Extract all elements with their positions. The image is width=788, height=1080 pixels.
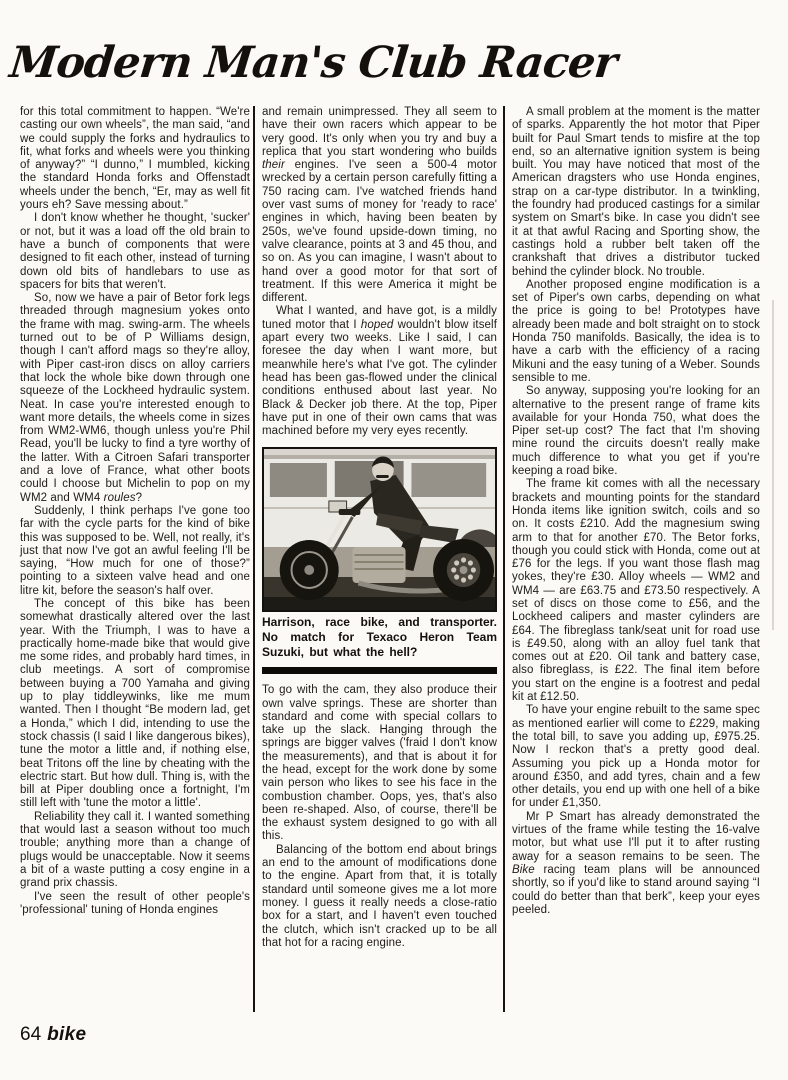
- paragraph: So anyway, supposing you're looking for an alternative to the present range of frame kits available for your Honda 750, what does the Piper set-up cost? The fact that I'm shoving mine round the circuits doesn't really make much difference to what you get if you're keeping a road bike.: [512, 385, 760, 478]
- section-rule: [262, 667, 497, 674]
- photo-figure: [262, 447, 497, 659]
- paragraph: The concept of this bike has been somewhat drastically altered over the last year. With the Triumph, I was to have a practically home-made bike that would give me some rides, and probably hard times, in club meetings. A sort of compromise between buying a 700 Yamaha and giving up to play tiddleywinks, like me mum wanted. Then I thought “Be modern lad, get a Honda,” which I did, intending to use the stock chassis (I said I like dangerous bikes), tune the motor a little and, if nothing else, beat Tritons off the line by cheating with the electric start. But how dull. Thing is, with the bill at Piper doubling once a fortnight, I'm still left with 'tune the motor a little'.: [20, 597, 250, 810]
- column-2-top-text: [262, 106, 497, 438]
- photo-caption: Harrison, race bike, and transporter. No match for Texaco Heron Team Suzuki, but what the hell?: [262, 615, 497, 659]
- paragraph: To go with the cam, they also produce their own valve springs. These are shorter than standard and come with special collars to take up the slack. Hanging through the springs are bigger valves ('fraid I don't know the measurements), and that is about it for the head, except for the work done by some vain person who likes to see his face in the combustion chamber. Oops, yes, that's also been re-shaped. Also, of course, there'll be the exhaust system designed to go with all this.: [262, 684, 497, 843]
- magazine-name: bike: [47, 1024, 87, 1045]
- scan-artifact-line: [772, 300, 774, 630]
- column-1-text: [20, 106, 250, 917]
- paragraph: Reliability they call it. I wanted something that would last a season without too much trouble; anything more than a change of plugs would be unacceptable. Now it seems a bit of a waste putting a cosy engine in a grand prix chassis.: [20, 810, 250, 890]
- column-divider-rule: [253, 106, 255, 1012]
- column-3-text: [512, 106, 760, 917]
- paragraph: Another proposed engine modification is a set of Piper's own carbs, depending on what the price is going to be! Prototypes have already been made and bolt straight on to stock Honda 750 manifolds. Basically, the idea is to have a carb with the efficiency of a racing Mikuni and the easy tuning of a Weber. Sounds sensible to me.: [512, 278, 760, 384]
- paragraph: Mr P Smart has already demonstrated the virtues of the frame while testing the 16-valve motor, but what use I'll put it to after rusting away for a season remains to be seen. The Bike racing team plans will be announced shortly, so if you'd like to stand around saying “I could do better than that berk”, keep your eyes peeled.: [512, 810, 760, 916]
- paragraph: Suddenly, I think perhaps I've gone too far with the cycle parts for the kind of bike this was supposed to be. Well, not really, it's just that now I've got an awful feeling I'll be saying, “How much for one of those?” pointing to a sixteen valve head and one litre kit, before the season's half over.: [20, 504, 250, 597]
- text-column-3: [512, 106, 760, 917]
- paragraph: Balancing of the bottom end about brings an end to the amount of modifications done to the engine. Apart from that, it is totally standard until someone gives me a lot more money. I guess it really needs a close-ratio box for a start, and I haven't even touched the clutch, which isn't cracked up to be all that hot for a racing engine.: [262, 843, 497, 949]
- paragraph: I've seen the result of other people's 'professional' tuning of Honda engines: [20, 890, 250, 916]
- paragraph: I don't know whether he thought, 'sucker' or not, but it was a load off the old brain to have a bunch of components that were designed to fit each other, instead of turning down old bits of handlebars to use as spacers for bits that weren't.: [20, 212, 250, 291]
- column-2-bottom-text: [262, 684, 497, 950]
- article-title: Modern Man's Club Racer: [7, 38, 619, 88]
- rider-mustache: [376, 475, 389, 478]
- paragraph: The frame kit comes with all the necessary brackets and mounting points for the standard Honda items like ignition switch, coils and so on. It costs £210. Add the magnesium swing arm to that for another £70. The Betor forks, though you could stick with Honda, come out at £76 for the legs. If you want those flash mag yokes, they're £30. Alloy wheels — WM2 and WM4 — are £63.75 and £73.50 respectively. A set of discs on those come to £56, and the Lockheed calipers and master cylinders are £64. The fibreglass tank/seat unit for road use is £49.50, along with an alloy fuel tank that comes out at £20. Oil tank and battery case, also fibreglass, is £22. The final item before you start on the engine is a footrest and pedal kit at £12.50.: [512, 478, 760, 704]
- paragraph: What I wanted, and have got, is a mildly tuned motor that I hoped wouldn't blow itself apart every two weeks. Like I said, I can foresee the day when I want more, but meanwhile here's what I've got. The cylinder head has been gas-flowed under the clinical conditions enthused about last year. No Black & Decker job there. At the top, Piper have put in one of their own cams that was machined before my very eyes recently.: [262, 305, 497, 438]
- paragraph: for this total commitment to happen. “We're casting our own wheels”, the man said, “and we could supply the forks and hydraulics to fit, what forks and wheels were you thinking of anyway?” “I dunno,” I mumbled, kicking the standard Honda forks and Offenstadt wheels under the bench, “Er, may as well fit yours eh? Save messing about.”: [20, 106, 250, 212]
- page-number: 64: [20, 1024, 42, 1045]
- paragraph: A small problem at the moment is the matter of sparks. Apparently the hot motor that Piper built for Paul Smart tends to misfire at the top end, so an alternative ignition system is being built. You may have noticed that most of the American dragsters who use Honda engines, strap on a car-type distributor. In a twinkling, the foundry had produced castings for a similar system on Smart's bike. In case you didn't see it at that awful Racing and Sporting show, the castings hold a rubber belt taken off the crankshaft that drives a distributor tucked behind the cylinder block. No trouble.: [512, 106, 760, 278]
- text-column-1: [20, 106, 250, 917]
- page-footer: [20, 1024, 86, 1046]
- text-column-2: [262, 106, 497, 950]
- engine: [352, 547, 405, 583]
- column-divider-rule: [503, 106, 505, 1012]
- race-bike-photo: [262, 447, 497, 612]
- paragraph: To have your engine rebuilt to the same spec as mentioned earlier will come to £229, making the total bill, to save you adding up, £975.25. Now I reckon that's a pretty good deal. Assuming you pick up a Honda motor for around £350, and add tyres, chain and a few other details, you end up with one hell of a bike for under £1,350.: [512, 704, 760, 810]
- paragraph: and remain unimpressed. They all seem to have their own racers which appear to be very good. It's only when you try and buy a replica that you start wondering who builds their engines. I've seen a 500-4 motor wrecked by a certain person carefully fitting a 750 racing cam. I've watched friends hand over vast sums of money for 'ready to race' engines in which, having been beaten by 250s, we've found upside-down timing, no valve clearance, points at 3 and 45 thou, and so on. As you can imagine, I wasn't about to hand over a good motor for that sort of treatment. If this were America it might be different.: [262, 106, 497, 305]
- handlebar: [339, 509, 361, 515]
- paragraph: So, now we have a pair of Betor fork legs threaded through magnesium yokes onto the frame with mag. swing-arm. The wheels turned out to be of P Williams design, though I can't afford mags so they're alloy, with Piper cast-iron discs on alloy carriers that lock the whole bike down through one squeeze of the Lockheed hydraulic system. Neat. In case you're interested enough to want more details, the wheels come in sizes from WM2-WM6, though unless you're Phil Read, you'll be lucky to find a tyre worthy of the latter. With a Citroen Safari transporter and a love of France, what other boots could I choose but Michelin to pop on my WM2 and WM4 roules?: [20, 292, 250, 504]
